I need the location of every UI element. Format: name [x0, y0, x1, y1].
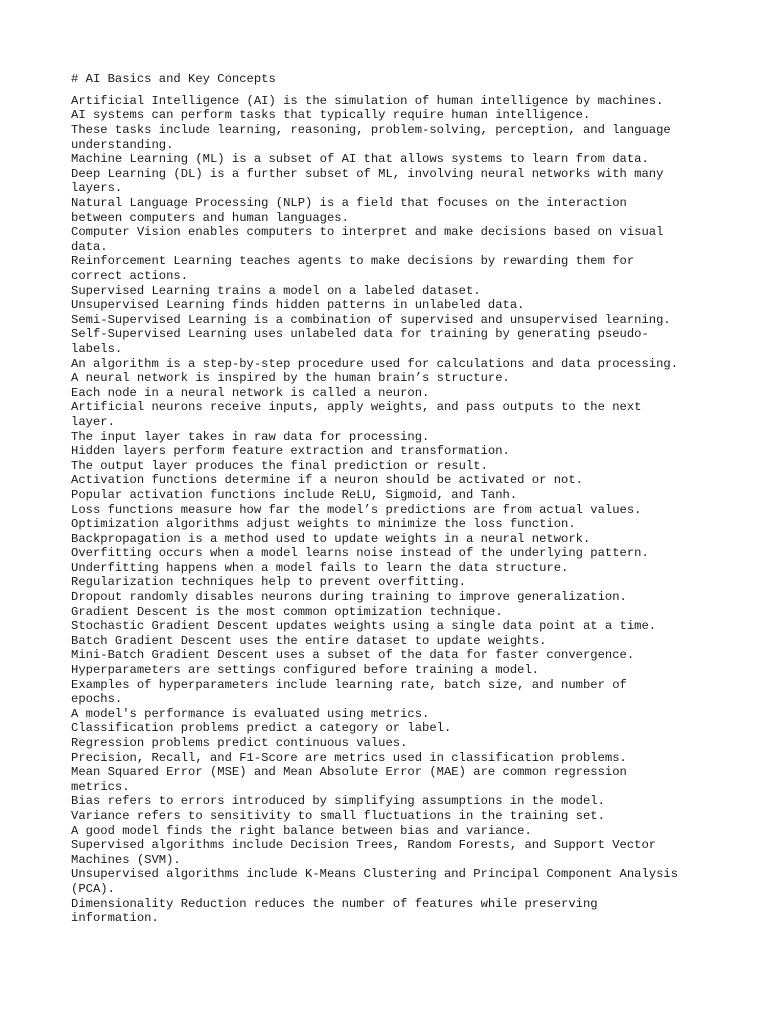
text-line: A good model finds the right balance between bias and variance.: [71, 823, 532, 838]
text-line: An algorithm is a step-by-step procedure used for calculations and data processing.: [71, 356, 679, 371]
text-line: (PCA).: [71, 881, 115, 896]
text-line: Machines (SVM).: [71, 852, 181, 867]
text-line: Loss functions measure how far the model’s predictions are from actual values.: [71, 502, 642, 517]
document-page: [71, 72, 711, 926]
text-line: Each node in a neural network is called a neuron.: [71, 385, 430, 400]
text-line: Hidden layers perform feature extraction and transformation.: [71, 444, 510, 459]
text-line: Self-Supervised Learning uses unlabeled data for training by generating pseudo-: [71, 327, 649, 342]
text-line: Dimensionality Reduction reduces the number of features while preserving: [71, 896, 598, 911]
text-line: Unsupervised algorithms include K-Means Clustering and Principal Component Analysis: [71, 867, 679, 882]
document-heading: # AI Basics and Key Concepts: [71, 72, 276, 86]
text-line: Optimization algorithms adjust weights to minimize the loss function.: [71, 517, 576, 532]
text-line: Classification problems predict a category or label.: [71, 721, 452, 736]
text-line: AI systems can perform tasks that typically require human intelligence.: [71, 108, 591, 123]
text-line: between computers and human languages.: [71, 210, 349, 225]
text-line: Supervised Learning trains a model on a labeled dataset.: [71, 283, 481, 298]
text-line: Dropout randomly disables neurons during training to improve generalization.: [71, 590, 627, 605]
text-line: Supervised algorithms include Decision Trees, Random Forests, and Support Vector: [71, 838, 657, 853]
text-line: A model's performance is evaluated using metrics.: [71, 706, 430, 721]
text-line: layers.: [71, 181, 123, 196]
text-line: Regression problems predict continuous values.: [71, 736, 408, 751]
text-line: Backpropagation is a method used to update weights in a neural network.: [71, 531, 591, 546]
text-line: Gradient Descent is the most common optimization technique.: [71, 604, 503, 619]
text-line: understanding.: [71, 137, 174, 152]
text-line: Underfitting happens when a model fails to learn the data structure.: [71, 560, 569, 575]
text-line: Batch Gradient Descent uses the entire dataset to update weights.: [71, 633, 547, 648]
text-line: Artificial Intelligence (AI) is the simulation of human intelligence by machines.: [71, 93, 664, 108]
document-body: [71, 94, 711, 926]
text-line: metrics.: [71, 779, 130, 794]
text-line: These tasks include learning, reasoning, problem-solving, perception, and language: [71, 123, 671, 138]
text-line: labels.: [71, 341, 123, 356]
text-line: The input layer takes in raw data for processing.: [71, 429, 430, 444]
text-line: Examples of hyperparameters include learning rate, batch size, and number of: [71, 677, 627, 692]
text-line: Deep Learning (DL) is a further subset of ML, involving neural networks with many: [71, 166, 664, 181]
text-line: Unsupervised Learning finds hidden patterns in unlabeled data.: [71, 298, 525, 313]
text-line: Overfitting occurs when a model learns noise instead of the underlying pattern.: [71, 546, 649, 561]
text-line: Variance refers to sensitivity to small fluctuations in the training set.: [71, 808, 605, 823]
text-line: Natural Language Processing (NLP) is a field that focuses on the interaction: [71, 196, 627, 211]
text-line: Activation functions determine if a neuron should be activated or not.: [71, 473, 583, 488]
text-line: Stochastic Gradient Descent updates weights using a single data point at a time.: [71, 619, 657, 634]
text-line: Mean Squared Error (MSE) and Mean Absolute Error (MAE) are common regression: [71, 765, 627, 780]
text-line: Popular activation functions include ReLU, Sigmoid, and Tanh.: [71, 487, 518, 502]
text-line: Semi-Supervised Learning is a combination of supervised and unsupervised learning.: [71, 312, 671, 327]
text-line: A neural network is inspired by the human brain’s structure.: [71, 371, 510, 386]
text-line: Hyperparameters are settings configured before training a model.: [71, 663, 540, 678]
text-line: Mini-Batch Gradient Descent uses a subset of the data for faster convergence.: [71, 648, 635, 663]
text-line: correct actions.: [71, 269, 189, 284]
text-line: Bias refers to errors introduced by simplifying assumptions in the model.: [71, 794, 605, 809]
text-line: information.: [71, 911, 159, 926]
text-line: data.: [71, 239, 108, 254]
text-line: Precision, Recall, and F1-Score are metrics used in classification problems.: [71, 750, 627, 765]
text-line: Computer Vision enables computers to interpret and make decisions based on visual: [71, 225, 664, 240]
text-line: epochs.: [71, 692, 123, 707]
text-line: Machine Learning (ML) is a subset of AI that allows systems to learn from data.: [71, 152, 649, 167]
text-line: Artificial neurons receive inputs, apply weights, and pass outputs to the next: [71, 400, 642, 415]
text-line: Reinforcement Learning teaches agents to make decisions by rewarding them for: [71, 254, 635, 269]
text-line: The output layer produces the final prediction or result.: [71, 458, 488, 473]
text-line: Regularization techniques help to prevent overfitting.: [71, 575, 466, 590]
text-line: layer.: [71, 414, 115, 429]
